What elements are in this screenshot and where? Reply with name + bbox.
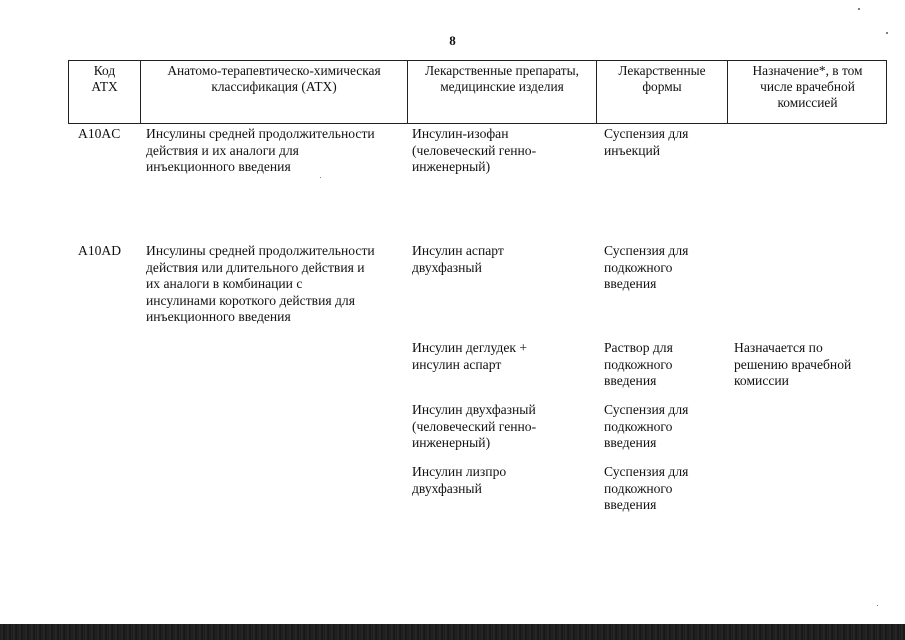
row-drug: Инсулин деглудек + инсулин аспарт	[412, 340, 528, 372]
row-drug: Инсулин лизпро двухфазный	[412, 464, 507, 496]
row-drug: Инсулин аспарт двухфазный	[412, 243, 504, 275]
row-atc-group: Инсулины средней продолжительности действия и их аналоги для инъекционного введения	[146, 126, 375, 174]
row-code: A10AC	[78, 126, 121, 141]
header-code: Код АТХ	[91, 63, 118, 94]
row-form: Раствор для подкожного введения	[604, 340, 673, 388]
row-form: Суспензия для инъекций	[604, 126, 689, 158]
header-prescription: Назначение*, в том числе врачебной комиссией	[752, 63, 863, 110]
row-form: Суспензия для подкожного введения	[604, 402, 689, 450]
header-dosage-forms: Лекарственные формы	[618, 63, 706, 94]
row-atc-group: Инсулины средней продолжительности действия или длительного действия и их аналоги в комбинации с инсулинами короткого действия для инъекционного введения	[146, 243, 375, 324]
scan-edge-bar	[0, 624, 905, 640]
scan-speck	[877, 605, 878, 606]
scan-speck	[886, 32, 888, 34]
row-form: Суспензия для подкожного введения	[604, 243, 689, 291]
header-atc-classification: Анатомо-терапевтическо-химическая классификация (АТХ)	[167, 63, 381, 94]
page-number: 8	[449, 33, 456, 48]
scan-speck	[858, 8, 860, 10]
table-header	[68, 60, 887, 124]
header-drugs: Лекарственные препараты, медицинские изделия	[425, 63, 579, 94]
scan-speck	[320, 177, 321, 178]
row-drug: Инсулин двухфазный (человеческий генно- инженерный)	[412, 402, 537, 450]
row-drug: Инсулин-изофан (человеческий генно- инженерный)	[412, 126, 537, 174]
row-code: A10AD	[78, 243, 122, 258]
row-note: Назначается по решению врачебной комиссии	[734, 340, 852, 388]
row-form: Суспензия для подкожного введения	[604, 464, 689, 512]
